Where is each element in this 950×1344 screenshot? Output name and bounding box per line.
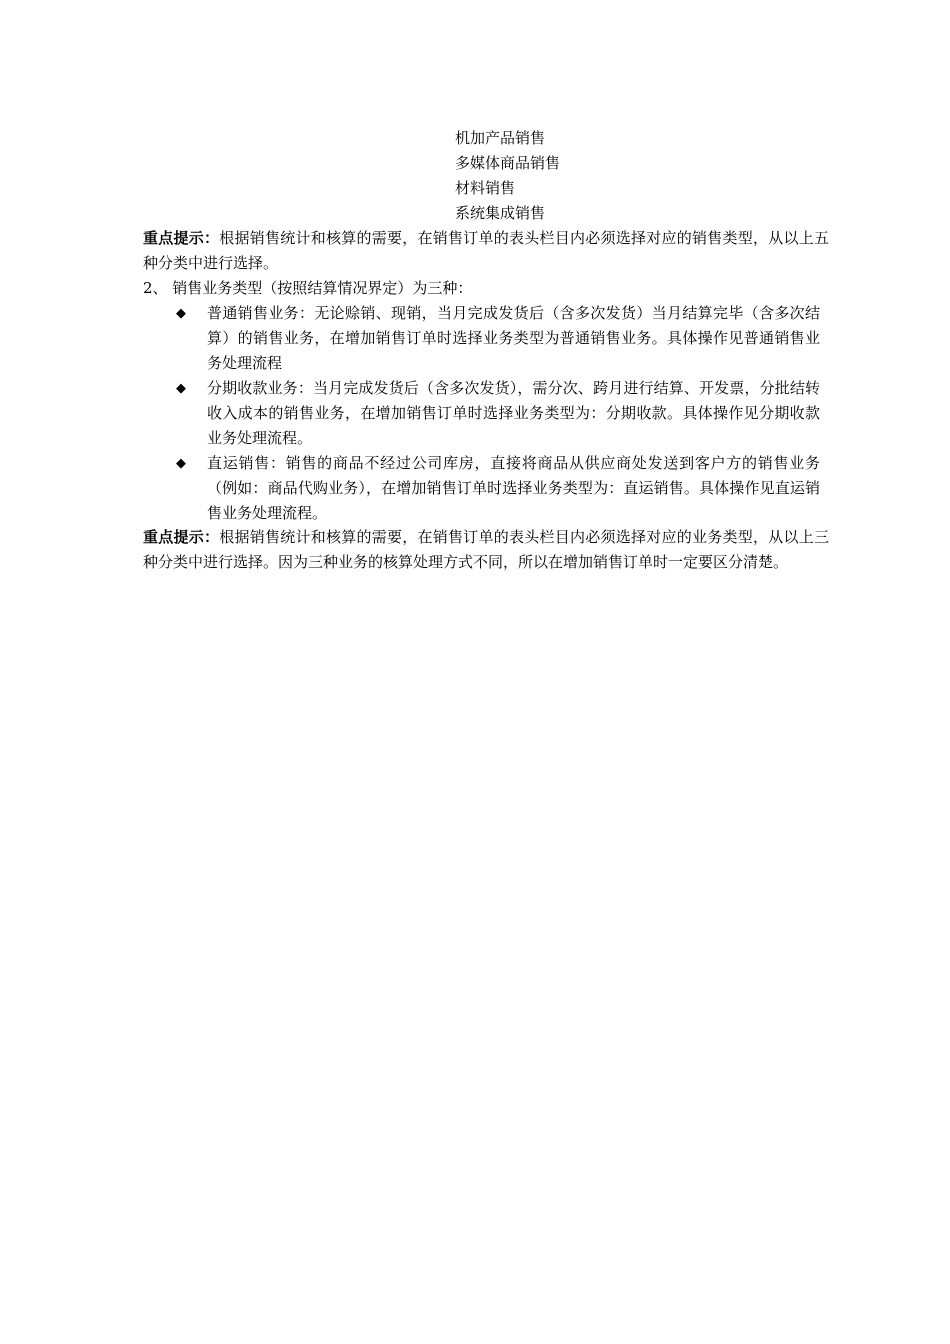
key-tip-text: 根据销售统计和核算的需要，在销售订单的表头栏目内必须选择对应的业务类型，从以上三种分类中进行选择。因为三种业务的核算处理方式不同，所以在增加销售订单时一定要区分清楚。	[143, 528, 829, 571]
section-heading-business-types: 2、 销售业务类型（按照结算情况界定）为三种：	[143, 279, 473, 297]
key-tip-business-type	[143, 525, 829, 575]
key-tip-text: 根据销售统计和核算的需要，在销售订单的表头栏目内必须选择对应的销售类型，从以上五种分类中进行选择。	[143, 229, 829, 272]
business-type-text: 普通销售业务：无论赊销、现销，当月完成发货后（含多次发货）当月结算完毕（含多次结算）的销售业务，在增加销售订单时选择业务类型为普通销售业务。具体操作见普通销售业务处理流程	[207, 304, 820, 372]
key-tip-sales-type	[143, 226, 829, 276]
business-type-list	[176, 301, 820, 526]
list-item	[176, 376, 820, 451]
diamond-bullet-icon: ◆	[176, 381, 186, 396]
business-type-text: 分期收款业务：当月完成发货后（含多次发货），需分次、跨月进行结算、开发票，分批结转收入成本的销售业务，在增加销售订单时选择业务类型为：分期收款。具体操作见分期收款业务处理流程。	[207, 379, 820, 447]
business-type-text: 直运销售：销售的商品不经过公司库房，直接将商品从供应商处发送到客户方的销售业务（例如：商品代购业务），在增加销售订单时选择业务类型为：直运销售。具体操作见直运销售业务处理流程。	[207, 454, 820, 522]
diamond-bullet-icon: ◆	[176, 456, 186, 471]
category-item: 机加产品销售	[455, 129, 546, 147]
diamond-bullet-icon: ◆	[176, 306, 186, 321]
key-tip-label: 重点提示：	[143, 528, 220, 546]
list-item	[176, 301, 820, 376]
category-item: 多媒体商品销售	[455, 154, 561, 172]
key-tip-label: 重点提示：	[143, 229, 220, 247]
list-item	[176, 451, 820, 526]
category-item: 材料销售	[455, 179, 516, 197]
category-item: 系统集成销售	[455, 204, 546, 222]
sales-category-list	[455, 126, 560, 226]
